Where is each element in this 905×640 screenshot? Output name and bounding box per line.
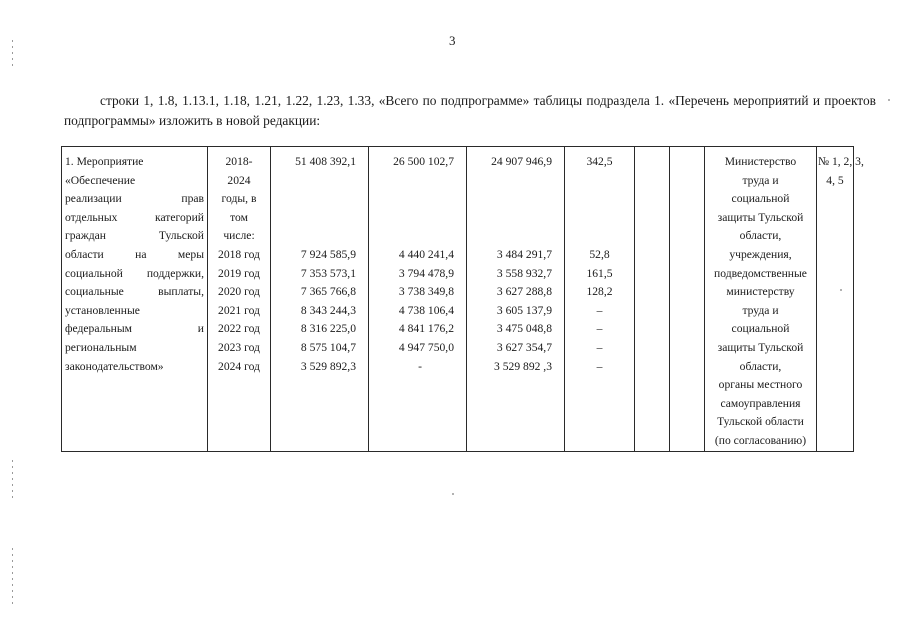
total-funding-year: 7 365 766,8 [300, 285, 356, 299]
page-number: 3 [449, 33, 456, 48]
total-funding-year: 7 353 573,1 [300, 266, 356, 280]
measure-line: федеральным и [65, 322, 204, 336]
local-funding-cell [565, 147, 635, 452]
year-label: 2021 год [218, 303, 260, 317]
executor-line: социальной [731, 192, 790, 206]
regional-funding-year: 3 627 288,8 [496, 285, 552, 299]
measure-line: «Обеспечение [65, 173, 136, 187]
scan-speck [888, 99, 890, 101]
measure-line: установленные [65, 303, 140, 317]
executor-line: труда и [742, 173, 779, 187]
executor-line: социальной [731, 322, 790, 336]
executor-line: подведомственные [714, 266, 807, 280]
measure-line: социальной поддержки, [65, 266, 204, 280]
local-funding-year: – [596, 340, 603, 354]
federal-funding-year: 4 440 241,4 [398, 247, 454, 261]
period-line: годы, в [221, 192, 257, 206]
regional-funding-year: 3 605 137,9 [496, 303, 552, 317]
measure-name-cell [62, 147, 208, 452]
executor-line: защиты Тульской [717, 340, 804, 354]
federal-funding-year: 4 738 106,4 [398, 303, 454, 317]
margin-scan-marks [12, 548, 13, 608]
executor-cell [705, 147, 817, 452]
year-label: 2019 год [218, 266, 260, 280]
regional-funding-cell [467, 147, 565, 452]
regional-funding-year: 3 529 892 ,3 [494, 359, 552, 373]
executor-line: Министерство [724, 155, 797, 168]
executor-line: министерству [726, 285, 795, 299]
federal-funding-year: 4 947 750,0 [398, 340, 454, 354]
measure-line: области на меры [65, 247, 204, 261]
margin-scan-marks [12, 460, 13, 500]
indicators-line: № 1, 2, 3, [818, 155, 864, 168]
federal-funding-year: 3 794 478,9 [398, 266, 454, 280]
empty-cell [670, 147, 705, 452]
year-label: 2024 год [218, 359, 260, 373]
local-funding-year: 128,2 [586, 285, 613, 299]
measure-line: граждан Тульской [65, 229, 204, 243]
year-label: 2023 год [218, 340, 260, 354]
federal-funding-sum: 26 500 102,7 [393, 155, 454, 168]
total-funding-sum: 51 408 392,1 [295, 155, 356, 168]
federal-funding-year: - [418, 359, 422, 373]
scan-speck [452, 493, 454, 495]
period-line: числе: [223, 229, 255, 243]
executor-line: труда и [742, 303, 779, 317]
federal-funding-cell [369, 147, 467, 452]
period-cell [208, 147, 271, 452]
executor-line: защиты Тульской [717, 210, 804, 224]
empty-cell [635, 147, 670, 452]
indicators-line: 4, 5 [826, 173, 844, 187]
regional-funding-year: 3 484 291,7 [496, 247, 552, 261]
year-label: 2018 год [218, 247, 260, 261]
period-line: 2018- [225, 155, 253, 168]
executor-line: самоуправления [720, 396, 801, 410]
local-funding-year: 161,5 [586, 266, 613, 280]
period-line: том [230, 210, 248, 224]
total-funding-year: 8 575 104,7 [300, 340, 356, 354]
period-line: 2024 [227, 173, 251, 187]
table-row [62, 147, 854, 452]
federal-funding-year: 4 841 176,2 [398, 322, 454, 336]
regional-funding-year: 3 627 354,7 [496, 340, 552, 354]
executor-line: Тульской области [717, 415, 804, 429]
total-funding-year: 7 924 585,9 [300, 247, 356, 261]
executor-line: (по согласованию) [714, 433, 807, 447]
executor-line: учреждения, [729, 247, 792, 261]
local-funding-year: – [596, 303, 603, 317]
total-funding-year: 8 316 225,0 [300, 322, 356, 336]
regional-funding-sum: 24 907 946,9 [491, 155, 552, 168]
regional-funding-year: 3 475 048,8 [496, 322, 552, 336]
indicators-cell [817, 147, 864, 452]
local-funding-sum: 342,5 [586, 155, 613, 168]
measure-line: реализации прав [65, 192, 204, 206]
intro-paragraph: строки 1, 1.8, 1.13.1, 1.18, 1.21, 1.22, 1.23, 1.33, «Всего по подпрограмме» таблицы подраздела 1. «Перечень мероприятий и проектов подпрограммы» изложить в новой редакции: [64, 93, 876, 128]
measures-table [61, 146, 864, 452]
margin-scan-marks [12, 40, 13, 70]
scan-speck [840, 289, 842, 291]
local-funding-year: – [596, 322, 603, 336]
total-funding-year: 8 343 244,3 [300, 303, 356, 317]
year-label: 2022 год [218, 322, 260, 336]
regional-funding-year: 3 558 932,7 [496, 266, 552, 280]
year-label: 2020 год [218, 285, 260, 299]
total-funding-year: 3 529 892,3 [300, 359, 356, 373]
executor-line: области, [739, 359, 782, 373]
executor-line: области, [739, 229, 782, 243]
federal-funding-year: 3 738 349,8 [398, 285, 454, 299]
local-funding-year: 52,8 [589, 247, 610, 261]
total-funding-cell [271, 147, 369, 452]
measure-line: 1. Мероприятие [65, 155, 144, 168]
measure-line: социальные выплаты, [65, 285, 204, 299]
measure-line: региональным [65, 340, 137, 354]
measure-line: отдельных категорий [65, 210, 204, 224]
measure-line: законодательством» [65, 359, 164, 373]
executor-line: органы местного [718, 378, 803, 392]
local-funding-year: – [596, 359, 603, 373]
